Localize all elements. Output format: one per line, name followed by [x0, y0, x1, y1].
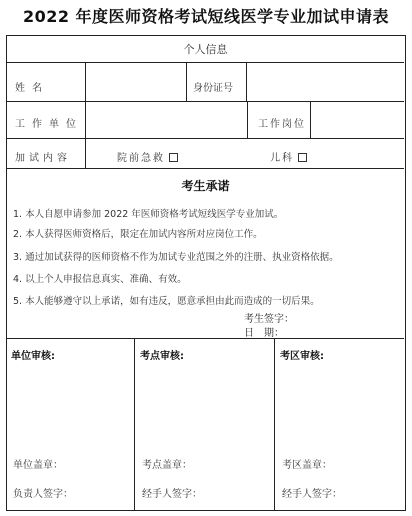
name-label: 姓名 [15, 83, 49, 94]
candidate-date-label: 日 期： [244, 328, 284, 339]
name-field[interactable] [86, 63, 186, 100]
option-emergency[interactable] [117, 149, 178, 164]
exam-region-signature-label: 经手人签字： [282, 489, 342, 500]
unit-seal-label: 单位盖章： [13, 460, 63, 471]
work-unit-field[interactable] [86, 102, 246, 137]
work-unit-label: 工作单位 [15, 119, 83, 130]
pledge-heading: 考生承诺 [181, 179, 230, 193]
pledge-item-2: 2. 本人获得医师资格后，限定在加试内容所对应岗位工作。 [13, 229, 263, 240]
exam-region-seal-label: 考区盖章： [282, 460, 332, 471]
application-form [6, 35, 406, 511]
exam-content-label: 加试内容 [15, 153, 71, 164]
form-title: 2022 年度医师资格考试短线医学专业加试申请表 [22, 7, 390, 26]
id-number-field[interactable] [247, 63, 403, 100]
option-emergency-label: 院前急救 [117, 153, 165, 164]
work-post-label: 工作岗位 [258, 119, 306, 130]
work-post-field[interactable] [311, 102, 403, 137]
unit-signature-label: 负责人签字： [13, 489, 73, 500]
exam-region-review-title: 考区审核: [280, 351, 324, 362]
emergency-checkbox[interactable] [169, 153, 178, 162]
section-personal-info: 个人信息 [183, 43, 228, 56]
pledge-item-3: 3. 通过加试获得的医师资格不作为加试专业范围之外的注册、执业资格依据。 [13, 252, 339, 263]
exam-site-signature-label: 经手人签字： [142, 489, 202, 500]
option-pediatrics[interactable] [270, 149, 307, 164]
pledge-item-4: 4. 以上个人申报信息真实、准确、有效。 [13, 274, 187, 285]
unit-review-title: 单位审核: [11, 351, 55, 362]
option-pediatrics-label: 儿科 [270, 153, 294, 164]
pledge-item-1: 1. 本人自愿申请参加 2022 年医师资格考试短线医学专业加试。 [13, 209, 284, 220]
id-number-label: 身份证号 [193, 83, 233, 94]
candidate-signature-label: 考生签字： [244, 314, 294, 325]
pledge-item-5: 5. 本人能够遵守以上承诺，如有违反，愿意承担由此而造成的一切后果。 [13, 296, 320, 307]
exam-site-review-title: 考点审核: [140, 351, 184, 362]
pediatrics-checkbox[interactable] [298, 153, 307, 162]
exam-site-seal-label: 考点盖章： [142, 460, 192, 471]
